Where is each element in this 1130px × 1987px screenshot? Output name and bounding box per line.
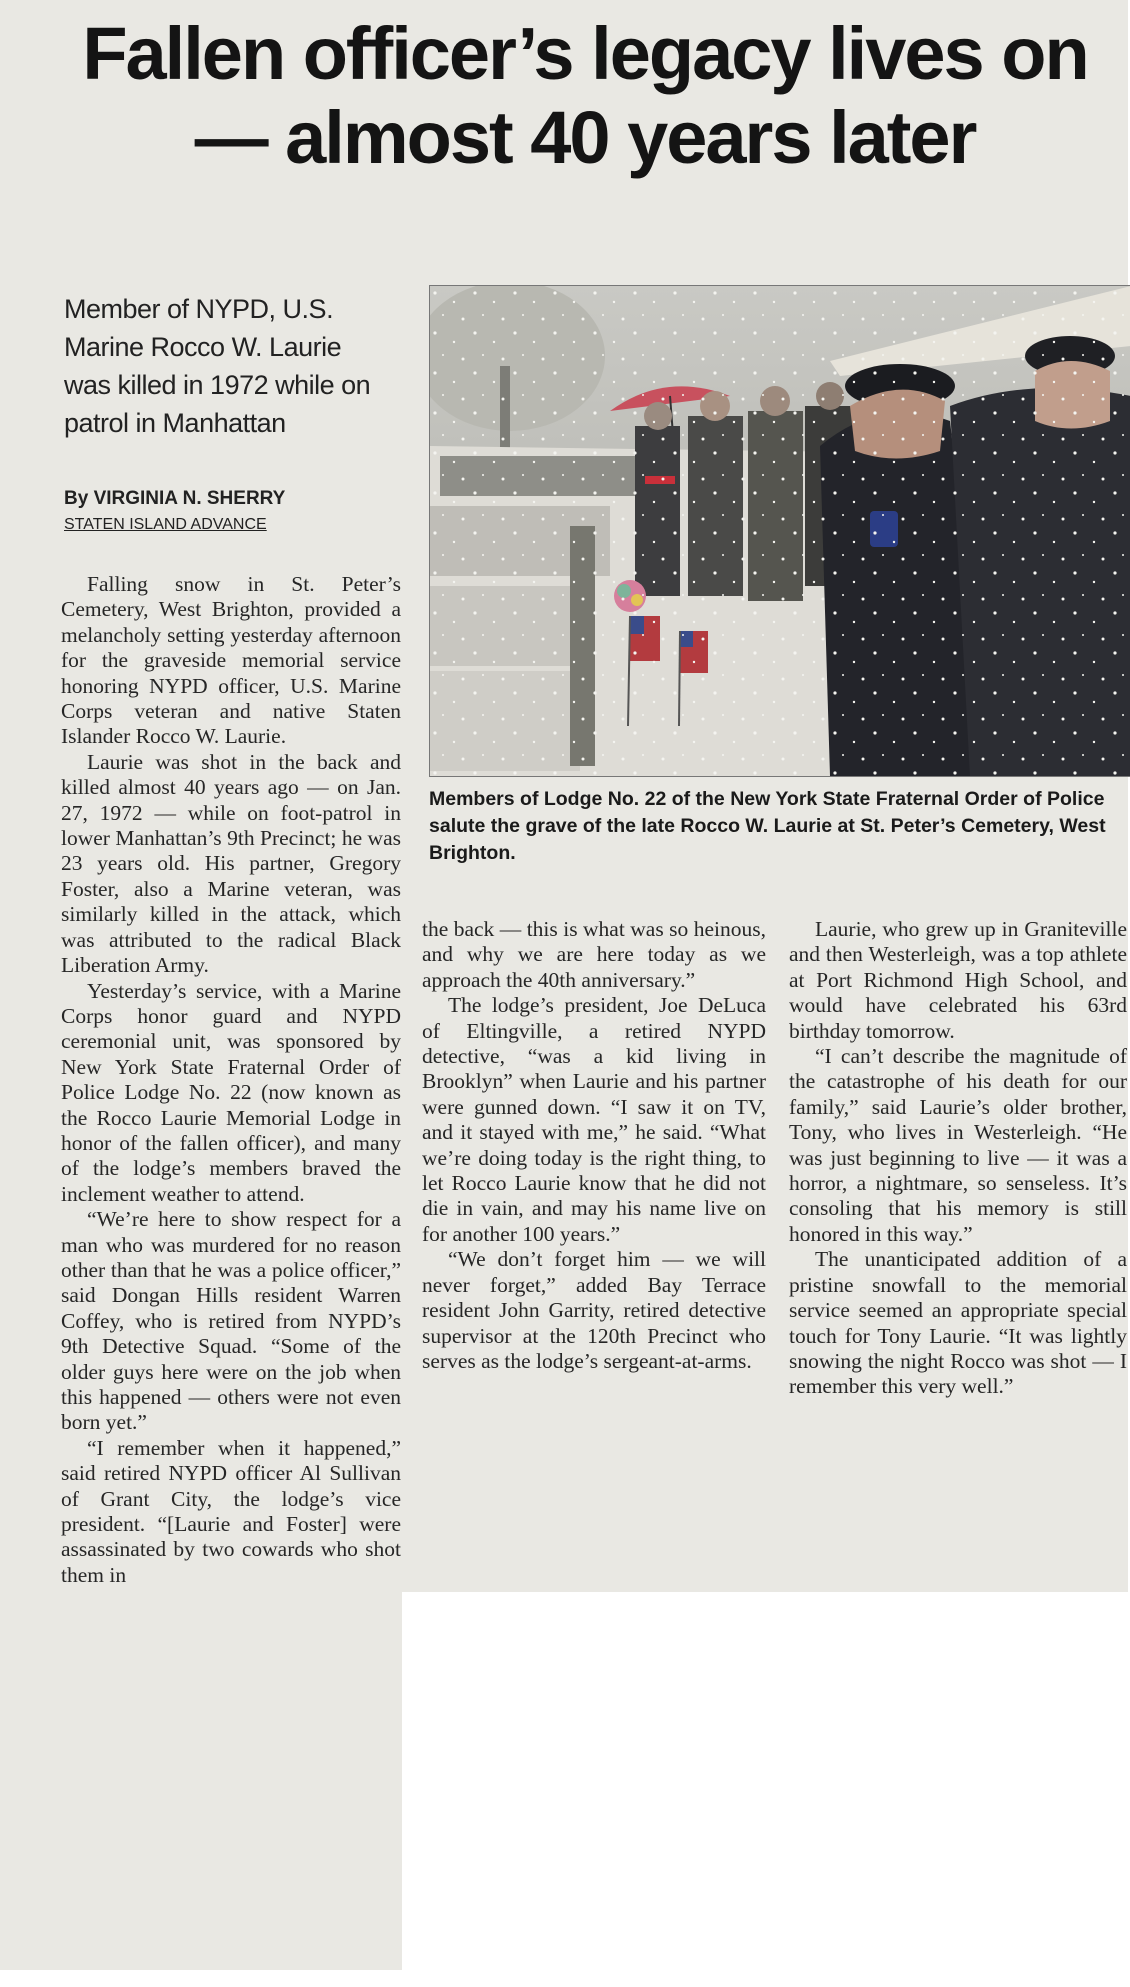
paragraph: “We’re here to show respect for a man who was murdered for no reason other than that he was a police officer,” said Dongan Hills resident Warren Coffey, who is retired from NYPD’s 9th Detective Squad. “Some of the older guys here were on the job when this happened — others were not even born yet.” [61,1207,401,1435]
paragraph: Yesterday’s service, with a Marine Corps honor guard and NYPD ceremonial unit, was sponsored by New York State Fraternal Order of Police Lodge No. 22 (now known as the Rocco Laurie Memorial Lodge in honor of the fallen officer), and many of the lodge’s members braved the inclement weather to attend. [61,978,401,1206]
paragraph: The lodge’s president, Joe DeLuca of Eltingville, a retired NYPD detective, “was a kid living in Brooklyn” when Laurie and his partner were gunned down. “I saw it on TV, and it stayed with me,” he said. “What we’re doing today is the right thing, to let Rocco Laurie know that he did not die in vain, and may his name live on for another 100 years.” [422,993,766,1246]
paragraph: the back — this is what was so heinous, and why we are here today as we approach the 40th anniversary.” [422,917,766,992]
paragraph: Laurie, who grew up in Graniteville and then Westerleigh, was a top athlete at Port Richmond High School, and would have celebrated his 63rd birthday tomorrow. [789,917,1127,1043]
paragraph: “I can’t describe the magnitude of the catastrophe of his death for our family,” said Laurie’s older brother, Tony, who lives in Westerleigh. “He was just beginning to live — it was a horror, a nightmare, so senseless. It’s consoling that his memory is still honored in this way.” [789,1044,1127,1246]
photo-illustration [430,286,1130,776]
headline [50,12,1120,180]
photo-caption: Members of Lodge No. 22 of the New York State Fraternal Order of Police salute the grave of the late Rocco W. Laurie at St. Peter’s Cemetery, West Brighton. [429,788,1106,864]
deck-subheadline: Member of NYPD, U.S. Marine Rocco W. Laurie was killed in 1972 while on patrol in Manhattan [64,294,371,438]
article-column-3 [789,917,1127,1400]
headline-line-2: — almost 40 years later [194,96,976,179]
newspaper-clipping-tail [0,1590,402,1970]
paragraph: “We don’t forget him — we will never forget,” added Bay Terrace resident John Garrity, retired detective supervisor at the 120th Precinct who serves as the lodge’s sergeant-at-arms. [422,1247,766,1373]
paragraph: The unanticipated addition of a pristine snowfall to the memorial service seemed an appropriate special touch for Tony Laurie. “It was lightly snowing the night Rocco was shot — I remember this very well.” [789,1247,1127,1399]
headline-line-1: Fallen officer’s legacy lives on [82,12,1088,95]
paragraph: “I remember when it happened,” said retired NYPD officer Al Sullivan of Grant City, the lodge’s vice president. “[Laurie and Foster] were assassinated by two cowards who shot them in [61,1435,401,1587]
paragraph: Laurie was shot in the back and killed almost 40 years ago — on Jan. 27, 1972 — while on foot-patrol in lower Manhattan’s 9th Precinct; he was 23 years old. His partner, Gregory Foster, also a Marine veteran, was similarly killed in the attack, which was attributed to the radical Black Liberation Army. [61,749,401,978]
paragraph: Falling snow in St. Peter’s Cemetery, West Brighton, provided a melancholy setting yesterday afternoon for the graveside memorial service honoring NYPD officer, U.S. Marine Corps veteran and native Staten Islander Rocco W. Laurie. [61,572,401,749]
article-column-1 [61,572,401,1588]
source-publication: STATEN ISLAND ADVANCE [64,516,267,533]
byline: By VIRGINIA N. SHERRY [64,488,286,509]
graveside-salute-photo [429,285,1130,777]
article-column-2 [422,917,766,1374]
